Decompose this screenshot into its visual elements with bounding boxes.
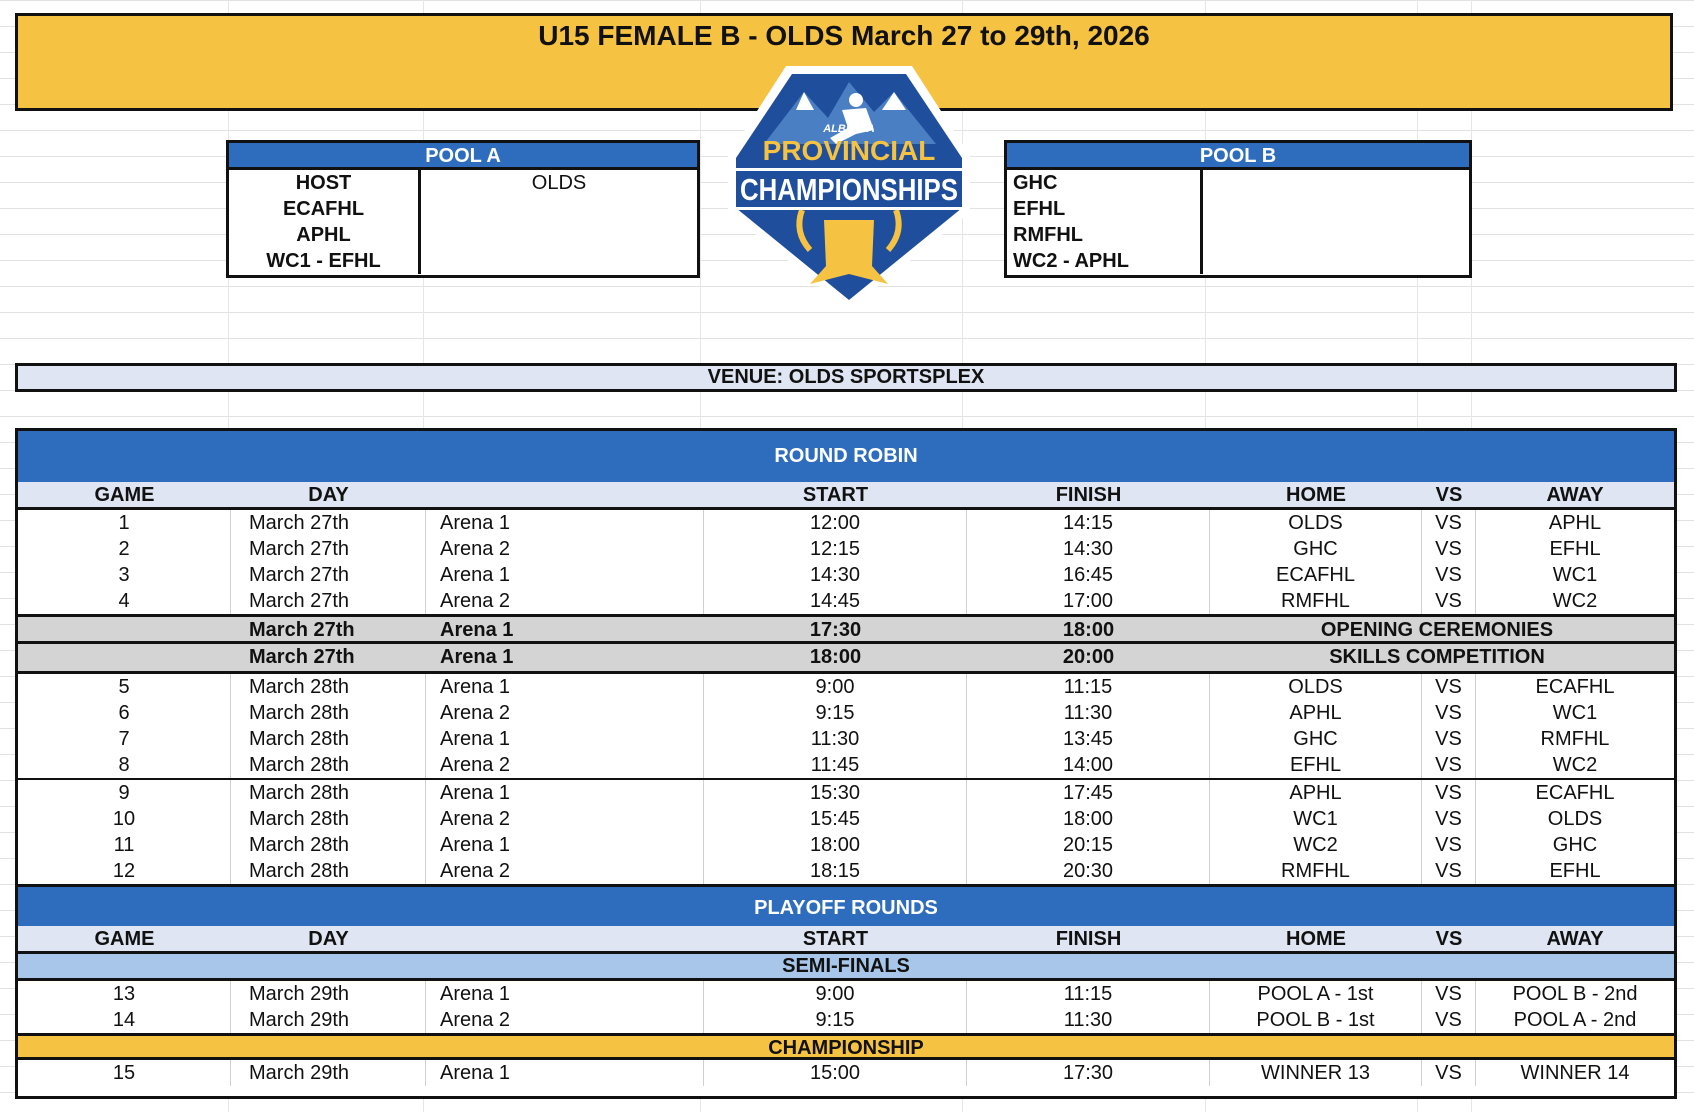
- cell-away: ECAFHL: [1535, 676, 1615, 698]
- semi-finals-block: [18, 981, 1674, 1033]
- cell-game: 13: [18, 981, 231, 1007]
- cell-arena: Arena 1: [426, 780, 704, 806]
- cell-away: RMFHL: [1540, 728, 1610, 750]
- pool-team-value: [421, 222, 697, 248]
- table-row: [18, 1007, 1674, 1033]
- cell-home: OLDS: [1210, 510, 1422, 536]
- table-row: [18, 562, 1674, 588]
- cell-finish: 20:30: [967, 858, 1210, 884]
- cell-start: 14:30: [704, 562, 967, 588]
- championship-block: [18, 1060, 1674, 1086]
- header-arena: [426, 482, 704, 507]
- cell-vs: VS: [1422, 752, 1476, 778]
- cell-home: WINNER 13: [1210, 1060, 1422, 1086]
- pool-a-row: [229, 248, 697, 274]
- header-game: GAME: [94, 928, 155, 950]
- header-day: DAY: [308, 928, 349, 950]
- cell-finish: 20:15: [967, 832, 1210, 858]
- pool-team-name: EFHL: [1007, 196, 1203, 222]
- event-finish: 20:00: [1062, 646, 1115, 668]
- cell-day: March 27th: [231, 536, 426, 562]
- cell-start: 15:30: [704, 780, 967, 806]
- pool-team-name: HOST: [229, 170, 421, 196]
- cell-away: EFHL: [1549, 860, 1601, 882]
- table-row: [18, 674, 1674, 700]
- logo-text-alberta: ALBERTA: [823, 123, 875, 135]
- cell-away: GHC: [1552, 834, 1598, 856]
- cell-arena: Arena 2: [426, 858, 704, 884]
- table-row: [18, 700, 1674, 726]
- table-row: [18, 832, 1674, 858]
- cell-home: WC1: [1210, 806, 1422, 832]
- pool-team-value: OLDS: [531, 172, 587, 194]
- cell-day: March 29th: [231, 1007, 426, 1033]
- cell-finish: 17:30: [967, 1060, 1210, 1086]
- cell-vs: VS: [1422, 981, 1476, 1007]
- cell-arena: Arena 1: [426, 1060, 704, 1086]
- cell-game: 12: [18, 858, 231, 884]
- event-start: 17:30: [809, 619, 862, 641]
- event-game: [18, 617, 231, 641]
- cell-game: 1: [18, 510, 231, 536]
- event-label: OPENING CEREMONIES: [1320, 619, 1554, 641]
- cell-vs: VS: [1422, 674, 1476, 700]
- cell-start: 18:15: [704, 858, 967, 884]
- cell-arena: Arena 2: [426, 700, 704, 726]
- pool-team-name: WC1 - EFHL: [229, 248, 421, 274]
- cell-game: 10: [18, 806, 231, 832]
- event-row-opening: [18, 614, 1674, 644]
- event-game: [18, 644, 231, 671]
- cell-day: March 28th: [231, 780, 426, 806]
- round-robin-title: ROUND ROBIN: [18, 431, 1674, 482]
- cell-game: 3: [18, 562, 231, 588]
- cell-start: 12:00: [704, 510, 967, 536]
- pool-b-row: [1007, 170, 1469, 196]
- pool-team-name: WC2 - APHL: [1007, 248, 1203, 274]
- table-row: [18, 510, 1674, 536]
- cell-arena: Arena 2: [426, 806, 704, 832]
- cell-finish: 16:45: [967, 562, 1210, 588]
- cell-away: APHL: [1548, 512, 1602, 534]
- cell-day: March 28th: [231, 674, 426, 700]
- pool-a-row: [229, 170, 697, 196]
- pool-team-value: [1203, 222, 1469, 248]
- cell-away: EFHL: [1549, 538, 1601, 560]
- table-row: [18, 726, 1674, 752]
- cell-arena: Arena 1: [426, 726, 704, 752]
- header-home: HOME: [1286, 928, 1346, 950]
- cell-day: March 27th: [231, 510, 426, 536]
- cell-finish: 17:45: [967, 780, 1210, 806]
- pool-team-value: [421, 196, 697, 222]
- championship-label: CHAMPIONSHIP: [18, 1033, 1674, 1060]
- event-row-skills: [18, 644, 1674, 674]
- pool-team-name: RMFHL: [1007, 222, 1203, 248]
- cell-day: March 28th: [231, 726, 426, 752]
- cell-vs: VS: [1422, 562, 1476, 588]
- header-vs: VS: [1435, 484, 1463, 506]
- cell-start: 9:00: [704, 981, 967, 1007]
- cell-vs: VS: [1422, 510, 1476, 536]
- cell-game: 5: [18, 674, 231, 700]
- cell-day: March 29th: [231, 1060, 426, 1086]
- cell-vs: VS: [1422, 780, 1476, 806]
- cell-home: EFHL: [1210, 752, 1422, 778]
- cell-vs: VS: [1422, 806, 1476, 832]
- cell-start: 12:15: [704, 536, 967, 562]
- cell-home: GHC: [1210, 536, 1422, 562]
- logo-text-championships: CHAMPIONSHIPS: [740, 172, 958, 207]
- header-start: START: [802, 484, 869, 506]
- cell-start: 9:00: [704, 674, 967, 700]
- cell-day: March 28th: [231, 858, 426, 884]
- pool-b-table: [1004, 140, 1472, 278]
- cell-arena: Arena 1: [426, 832, 704, 858]
- cell-vs: VS: [1422, 1007, 1476, 1033]
- cell-day: March 28th: [231, 752, 426, 778]
- cell-vs: VS: [1422, 536, 1476, 562]
- cell-start: 15:45: [704, 806, 967, 832]
- event-arena: Arena 1: [440, 646, 514, 668]
- cell-vs: VS: [1422, 858, 1476, 884]
- cell-game: 4: [18, 588, 231, 614]
- cell-start: 18:00: [704, 832, 967, 858]
- cell-start: 14:45: [704, 588, 967, 614]
- header-finish: FINISH: [1055, 484, 1122, 506]
- cell-start: 9:15: [704, 1007, 967, 1033]
- pool-b-row: [1007, 222, 1469, 248]
- cell-home: APHL: [1210, 700, 1422, 726]
- cell-arena: Arena 1: [426, 674, 704, 700]
- table-row: [18, 981, 1674, 1007]
- cell-home: POOL A - 1st: [1210, 981, 1422, 1007]
- cell-arena: Arena 2: [426, 536, 704, 562]
- pool-b-row: [1007, 248, 1469, 274]
- page-title: U15 FEMALE B - OLDS March 27 to 29th, 2026: [538, 20, 1150, 51]
- cell-away: WC1: [1552, 564, 1598, 586]
- table-row: [18, 588, 1674, 614]
- pool-b-header: POOL B: [1007, 143, 1469, 170]
- cell-home: APHL: [1210, 780, 1422, 806]
- cell-game: 8: [18, 752, 231, 778]
- logo-player-head: [849, 93, 863, 107]
- cell-finish: 11:15: [967, 981, 1210, 1007]
- cell-home: WC2: [1210, 832, 1422, 858]
- cell-game: 15: [18, 1060, 231, 1086]
- cell-home: ECAFHL: [1210, 562, 1422, 588]
- pool-a-table: [226, 140, 700, 278]
- pool-team-value: [1203, 248, 1469, 274]
- cell-game: 6: [18, 700, 231, 726]
- cell-home: RMFHL: [1210, 588, 1422, 614]
- cell-game: 2: [18, 536, 231, 562]
- pool-b-row: [1007, 196, 1469, 222]
- cell-vs: VS: [1422, 700, 1476, 726]
- pool-a-row: [229, 196, 697, 222]
- cell-day: March 27th: [231, 562, 426, 588]
- semi-finals-label: SEMI-FINALS: [18, 954, 1674, 981]
- header-away: AWAY: [1546, 484, 1604, 506]
- cell-start: 11:30: [704, 726, 967, 752]
- cell-away: OLDS: [1547, 808, 1603, 830]
- cell-finish: 14:00: [967, 752, 1210, 778]
- pool-team-value: [421, 248, 697, 274]
- cell-day: March 28th: [231, 700, 426, 726]
- cell-away: POOL A - 2nd: [1513, 1009, 1637, 1031]
- cell-away: WC2: [1552, 590, 1598, 612]
- cell-away: ECAFHL: [1535, 782, 1615, 804]
- cell-game: 7: [18, 726, 231, 752]
- header-arena: [426, 926, 704, 951]
- cell-day: March 29th: [231, 981, 426, 1007]
- table-row: [18, 1060, 1674, 1086]
- header-day: DAY: [308, 484, 349, 506]
- header-home: HOME: [1286, 484, 1346, 506]
- schedule-table: [15, 428, 1677, 1099]
- cell-day: March 27th: [231, 588, 426, 614]
- cell-arena: Arena 1: [426, 562, 704, 588]
- cell-home: POOL B - 1st: [1210, 1007, 1422, 1033]
- pool-team-value: [1203, 196, 1469, 222]
- cell-arena: Arena 1: [426, 510, 704, 536]
- event-start: 18:00: [809, 646, 862, 668]
- championship-logo: [724, 52, 974, 314]
- header-game: GAME: [94, 484, 155, 506]
- cell-finish: 14:30: [967, 536, 1210, 562]
- cell-arena: Arena 1: [426, 981, 704, 1007]
- header-finish: FINISH: [1055, 928, 1122, 950]
- cell-home: GHC: [1210, 726, 1422, 752]
- cell-away: WC1: [1552, 702, 1598, 724]
- cell-home: RMFHL: [1210, 858, 1422, 884]
- game-block-3: [18, 778, 1674, 884]
- cell-home: OLDS: [1210, 674, 1422, 700]
- cell-start: 15:00: [704, 1060, 967, 1086]
- table-row: [18, 858, 1674, 884]
- playoff-title: PLAYOFF ROUNDS: [18, 884, 1674, 926]
- cell-finish: 11:30: [967, 700, 1210, 726]
- header-away: AWAY: [1546, 928, 1604, 950]
- table-row: [18, 780, 1674, 806]
- pool-a-header: POOL A: [229, 143, 697, 170]
- header-vs: VS: [1435, 928, 1463, 950]
- game-block-1: [18, 510, 1674, 614]
- venue-banner: VENUE: OLDS SPORTSPLEX: [15, 363, 1677, 392]
- cell-finish: 17:00: [967, 588, 1210, 614]
- table-row: [18, 806, 1674, 832]
- cell-finish: 11:15: [967, 674, 1210, 700]
- playoff-header-row: [18, 926, 1674, 954]
- cell-vs: VS: [1422, 588, 1476, 614]
- cell-away: WINNER 14: [1520, 1062, 1630, 1084]
- cell-game: 9: [18, 780, 231, 806]
- cell-arena: Arena 2: [426, 1007, 704, 1033]
- cell-day: March 28th: [231, 806, 426, 832]
- cell-vs: VS: [1422, 832, 1476, 858]
- game-block-2: [18, 674, 1674, 778]
- event-day: March 27th: [249, 619, 355, 641]
- event-finish: 18:00: [1062, 619, 1115, 641]
- cell-game: 14: [18, 1007, 231, 1033]
- cell-start: 9:15: [704, 700, 967, 726]
- table-row: [18, 752, 1674, 778]
- cell-away: POOL B - 2nd: [1512, 983, 1638, 1005]
- cell-finish: 18:00: [967, 806, 1210, 832]
- cell-day: March 28th: [231, 832, 426, 858]
- cell-away: WC2: [1552, 754, 1598, 776]
- cell-finish: 14:15: [967, 510, 1210, 536]
- cell-start: 11:45: [704, 752, 967, 778]
- header-start: START: [802, 928, 869, 950]
- table-header-row: [18, 482, 1674, 510]
- cell-finish: 11:30: [967, 1007, 1210, 1033]
- pool-team-name: GHC: [1007, 170, 1203, 196]
- logo-text-provincial: PROVINCIAL: [762, 135, 936, 166]
- table-row: [18, 536, 1674, 562]
- cell-vs: VS: [1422, 1060, 1476, 1086]
- event-arena: Arena 1: [440, 619, 514, 641]
- pool-a-row: [229, 222, 697, 248]
- cell-game: 11: [18, 832, 231, 858]
- cell-finish: 13:45: [967, 726, 1210, 752]
- event-day: March 27th: [249, 646, 355, 668]
- pool-team-name: APHL: [229, 222, 421, 248]
- cell-arena: Arena 2: [426, 752, 704, 778]
- pool-team-name: ECAFHL: [229, 196, 421, 222]
- cell-arena: Arena 2: [426, 588, 704, 614]
- pool-team-value: [1203, 170, 1469, 196]
- event-label: SKILLS COMPETITION: [1329, 646, 1545, 668]
- cell-vs: VS: [1422, 726, 1476, 752]
